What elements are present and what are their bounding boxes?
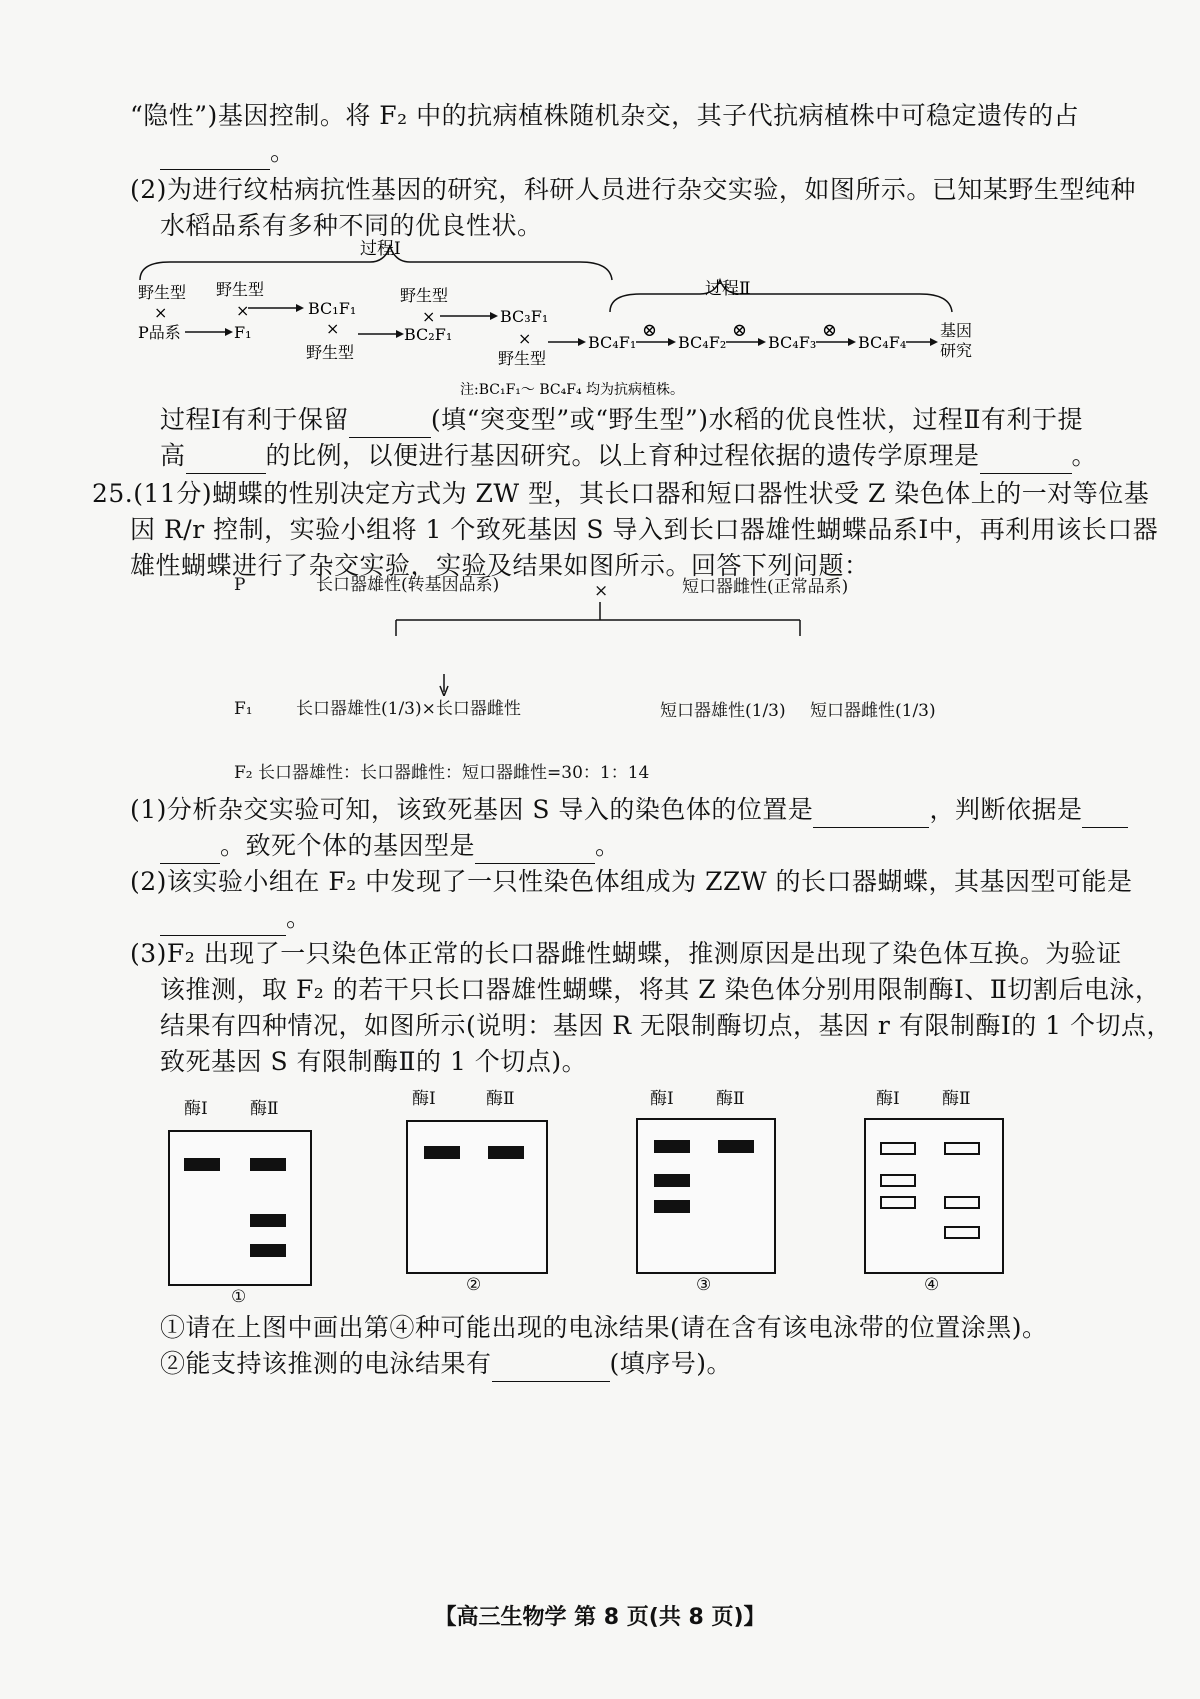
gel2-enzyme1: 酶Ⅰ bbox=[412, 1089, 436, 1109]
gel-band bbox=[184, 1158, 220, 1171]
bc4f2-label: BC₄F₂ bbox=[678, 333, 727, 352]
answer-blank[interactable] bbox=[349, 411, 431, 438]
q25-s1-line2: 。致死个体的基因型是 。 bbox=[160, 828, 621, 864]
q25-task1: ①请在上图中画出第④种可能出现的电泳结果(请在含有该电泳带的位置涂黑)。 bbox=[160, 1313, 1048, 1342]
gel-band-slot[interactable] bbox=[880, 1196, 916, 1209]
gel-band bbox=[424, 1146, 460, 1159]
bc1f1-label: BC₁F₁ bbox=[308, 299, 357, 318]
q25-line1: 25.(11分)蝴蝶的性别决定方式为 ZW 型，其长口器和短口器性状受 Z 染色体上的一对等位基 bbox=[92, 479, 1150, 508]
selfing-sign: ⊗ bbox=[642, 320, 658, 341]
gel-band-slot[interactable] bbox=[880, 1142, 916, 1155]
wild-type-3: 野生型 bbox=[306, 343, 355, 362]
answer-blank[interactable] bbox=[186, 447, 266, 474]
cross-sign: × bbox=[518, 329, 532, 348]
cross-sign: × bbox=[326, 319, 340, 338]
gel3-enzyme2: 酶Ⅱ bbox=[716, 1089, 745, 1109]
gel-band bbox=[654, 1140, 690, 1153]
q25-s3-line1: (3)F₂ 出现了一只染色体正常的长口器雌性蝴蝶，推测原因是出现了染色体互换。为验证 bbox=[130, 939, 1122, 968]
q24-answer-line2: 高 的比例，以便进行基因研究。以上育种过程依据的遗传学原理是 。 bbox=[160, 438, 1097, 474]
bc4f1-label: BC₄F₁ bbox=[588, 333, 637, 352]
f2-result: F₂ 长口器雄性：长口器雌性：短口器雌性=30：1：14 bbox=[234, 763, 650, 783]
cross-lines bbox=[380, 596, 820, 696]
gene-study-2: 研究 bbox=[940, 341, 973, 360]
answer-blank[interactable] bbox=[1082, 801, 1128, 828]
f1-label: F₁ bbox=[234, 699, 253, 719]
bc3f1-label: BC₃F₁ bbox=[500, 307, 549, 326]
gel3-number: ③ bbox=[696, 1275, 712, 1295]
gel-band bbox=[250, 1214, 286, 1227]
q25-line3: 雄性蝴蝶进行了杂交实验，实验及结果如图所示。回答下列问题： bbox=[130, 551, 870, 580]
gel1-enzyme2: 酶Ⅱ bbox=[250, 1099, 279, 1119]
p-label: P bbox=[234, 575, 246, 595]
q25-s2-line1: (2)该实验小组在 F₂ 中发现了一只性染色体组成为 ZZW 的长口器蝴蝶，其基因型可能是 bbox=[130, 867, 1133, 896]
f1-middle: 短口器雄性(1/3) bbox=[660, 701, 786, 721]
gel-band bbox=[654, 1200, 690, 1213]
bc2f1-label: BC₂F₁ bbox=[404, 325, 453, 344]
period: 。 bbox=[270, 137, 296, 166]
answer-blank[interactable] bbox=[160, 909, 286, 936]
process1-label: 过程Ⅰ bbox=[360, 239, 401, 259]
gel-band bbox=[488, 1146, 524, 1159]
q24-sub2-line2: 水稻品系有多种不同的优良性状。 bbox=[160, 211, 543, 240]
q24-sub2-line1: (2)为进行纹枯病抗性基因的研究，科研人员进行杂交实验，如图所示。已知某野生型纯种 bbox=[130, 175, 1136, 204]
q24-answer-line1: 过程Ⅰ有利于保留 (填“突变型”或“野生型”)水稻的优良性状，过程Ⅱ有利于提 bbox=[160, 402, 1083, 438]
male-parent: 长口器雄性(转基因品系) bbox=[316, 575, 500, 595]
f1-left: 长口器雄性(1/3)×长口器雌性 bbox=[296, 699, 521, 719]
gene-study-1: 基因 bbox=[940, 321, 973, 340]
q24-line2 bbox=[160, 134, 296, 170]
gel-2 bbox=[406, 1120, 548, 1274]
gel3-enzyme1: 酶Ⅰ bbox=[650, 1089, 674, 1109]
gel-4[interactable] bbox=[864, 1118, 1004, 1274]
selfing-sign: ⊗ bbox=[822, 320, 838, 341]
gel-1 bbox=[168, 1130, 312, 1286]
answer-blank[interactable] bbox=[160, 837, 220, 864]
process2-brace bbox=[610, 280, 952, 312]
f1-right: 短口器雌性(1/3) bbox=[810, 701, 936, 721]
diagram-note: 注:BC₁F₁～ BC₄F₄ 均为抗病植株。 bbox=[460, 382, 685, 398]
cross-sign: × bbox=[422, 307, 436, 326]
q25-task2: ②能支持该推测的电泳结果有 (填序号)。 bbox=[160, 1346, 732, 1382]
p-strain: P品系 bbox=[138, 323, 181, 342]
wild-type-1: 野生型 bbox=[138, 283, 187, 302]
gel4-enzyme2: 酶Ⅱ bbox=[942, 1089, 971, 1109]
wild-type-4: 野生型 bbox=[400, 286, 449, 305]
gel4-enzyme1: 酶Ⅰ bbox=[876, 1089, 900, 1109]
q24-line1: “隐性”)基因控制。将 F₂ 中的抗病植株随机杂交，其子代抗病植株中可稳定遗传的占 bbox=[130, 101, 1080, 130]
gel2-enzyme2: 酶Ⅱ bbox=[486, 1089, 515, 1109]
q25-s3-line2: 该推测，取 F₂ 的若干只长口器雄性蝴蝶，将其 Z 染色体分别用限制酶Ⅰ、Ⅱ切割后电泳， bbox=[160, 975, 1161, 1004]
gel-band-slot[interactable] bbox=[944, 1142, 980, 1155]
selfing-sign: ⊗ bbox=[732, 320, 748, 341]
gel-band bbox=[250, 1244, 286, 1257]
q25-line2: 因 R/r 控制，实验小组将 1 个致死基因 S 导入到长口器雄性蝴蝶品系Ⅰ中，再利用该长口器 bbox=[130, 515, 1159, 544]
answer-blank[interactable] bbox=[475, 837, 595, 864]
gel2-number: ② bbox=[466, 1275, 482, 1295]
cross-sign: × bbox=[236, 301, 250, 320]
gel1-enzyme1: 酶Ⅰ bbox=[184, 1099, 208, 1119]
answer-blank[interactable] bbox=[492, 1355, 610, 1382]
gel-band bbox=[718, 1140, 754, 1153]
answer-blank[interactable] bbox=[980, 447, 1072, 474]
process2-label: 过程Ⅱ bbox=[705, 279, 751, 299]
wild-type-5: 野生型 bbox=[498, 349, 547, 368]
bc4f4-label: BC₄F₄ bbox=[858, 333, 907, 352]
female-parent: 短口器雌性(正常品系) bbox=[682, 577, 849, 597]
answer-blank[interactable] bbox=[160, 143, 270, 170]
gel-band bbox=[654, 1174, 690, 1187]
gel4-number: ④ bbox=[924, 1275, 940, 1295]
breeding-diagram bbox=[130, 232, 1070, 402]
q25-s1-line1: (1)分析杂交实验可知，该致死基因 S 导入的染色体的位置是 ，判断依据是 bbox=[130, 792, 1128, 828]
cross-sign: × bbox=[594, 581, 609, 601]
gel-band-slot[interactable] bbox=[880, 1174, 916, 1187]
bc4f3-label: BC₄F₃ bbox=[768, 333, 817, 352]
q25-s3-line4: 致死基因 S 有限制酶Ⅱ的 1 个切点)。 bbox=[160, 1047, 588, 1076]
q25-s3-line3: 结果有四种情况，如图所示(说明：基因 R 无限制酶切点，基因 r 有限制酶Ⅰ的 1 个切点， bbox=[160, 1011, 1172, 1040]
page-footer: 【高三生物学 第 8 页(共 8 页)】 bbox=[434, 1605, 766, 1630]
wild-type-2: 野生型 bbox=[216, 280, 265, 299]
q25-s2-line2: 。 bbox=[160, 900, 312, 936]
f1-label: F₁ bbox=[234, 323, 252, 342]
gel-3 bbox=[636, 1118, 776, 1274]
gel-band-slot[interactable] bbox=[944, 1226, 980, 1239]
gel1-number: ① bbox=[231, 1287, 247, 1307]
answer-blank[interactable] bbox=[813, 801, 929, 828]
gel-band bbox=[250, 1158, 286, 1171]
cross-sign: × bbox=[154, 303, 168, 322]
gel-band-slot[interactable] bbox=[944, 1196, 980, 1209]
